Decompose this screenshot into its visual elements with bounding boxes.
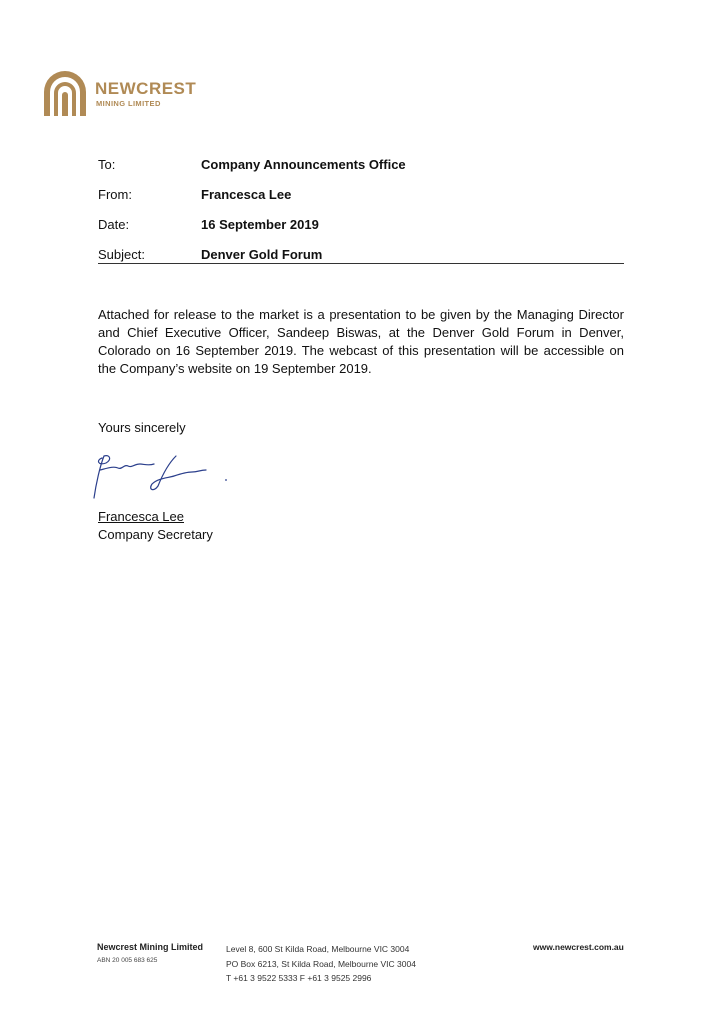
- footer-address-line: Level 8, 600 St Kilda Road, Melbourne VIC 3004: [226, 944, 410, 954]
- subject-value: Denver Gold Forum: [201, 247, 323, 262]
- company-logo: [42, 68, 197, 118]
- header-row-to: [98, 150, 624, 180]
- closing-salutation: Yours sincerely: [98, 420, 186, 435]
- memo-header: [98, 150, 624, 270]
- page-footer: [0, 940, 720, 1000]
- footer-address: [226, 942, 416, 986]
- signer-name: Francesca Lee: [98, 509, 184, 524]
- newcrest-arch-icon: [42, 68, 92, 118]
- logo-wordmark: NEWCREST: [95, 79, 197, 98]
- logo-subtitle: MINING LIMITED: [96, 99, 161, 108]
- announcement-paragraph: Attached for release to the market is a presentation to be given by the Managing Director and Chief Executive Officer, Sandeep Biswas, at the Denver Gold Forum in Denver, Colorado on 16 September 2019. The webcast of this presentation will be accessible on the Company’s website on 19 September 2019.: [98, 307, 624, 376]
- header-row-date: [98, 210, 624, 240]
- subject-label: Subject:: [98, 247, 145, 262]
- to-value: Company Announcements Office: [201, 157, 406, 172]
- from-value: Francesca Lee: [201, 187, 292, 202]
- header-divider: [98, 263, 624, 264]
- signer-title: Company Secretary: [98, 527, 213, 542]
- footer-phone-fax-line: T +61 3 9522 5333 F +61 3 9525 2996: [226, 973, 372, 983]
- footer-abn: ABN 20 005 683 625: [97, 957, 158, 964]
- from-label: From:: [98, 187, 132, 202]
- footer-po-box-line: PO Box 6213, St Kilda Road, Melbourne VIC 3004: [226, 958, 416, 969]
- to-label: To:: [98, 157, 116, 172]
- header-row-subject: [98, 240, 624, 270]
- footer-company-name: Newcrest Mining Limited: [97, 942, 204, 952]
- date-value: 16 September 2019: [201, 217, 319, 232]
- footer-website-link[interactable]: www.newcrest.com.au: [533, 942, 624, 952]
- header-row-from: [98, 180, 624, 210]
- signature-image: [88, 446, 238, 504]
- date-label: Date:: [98, 217, 130, 232]
